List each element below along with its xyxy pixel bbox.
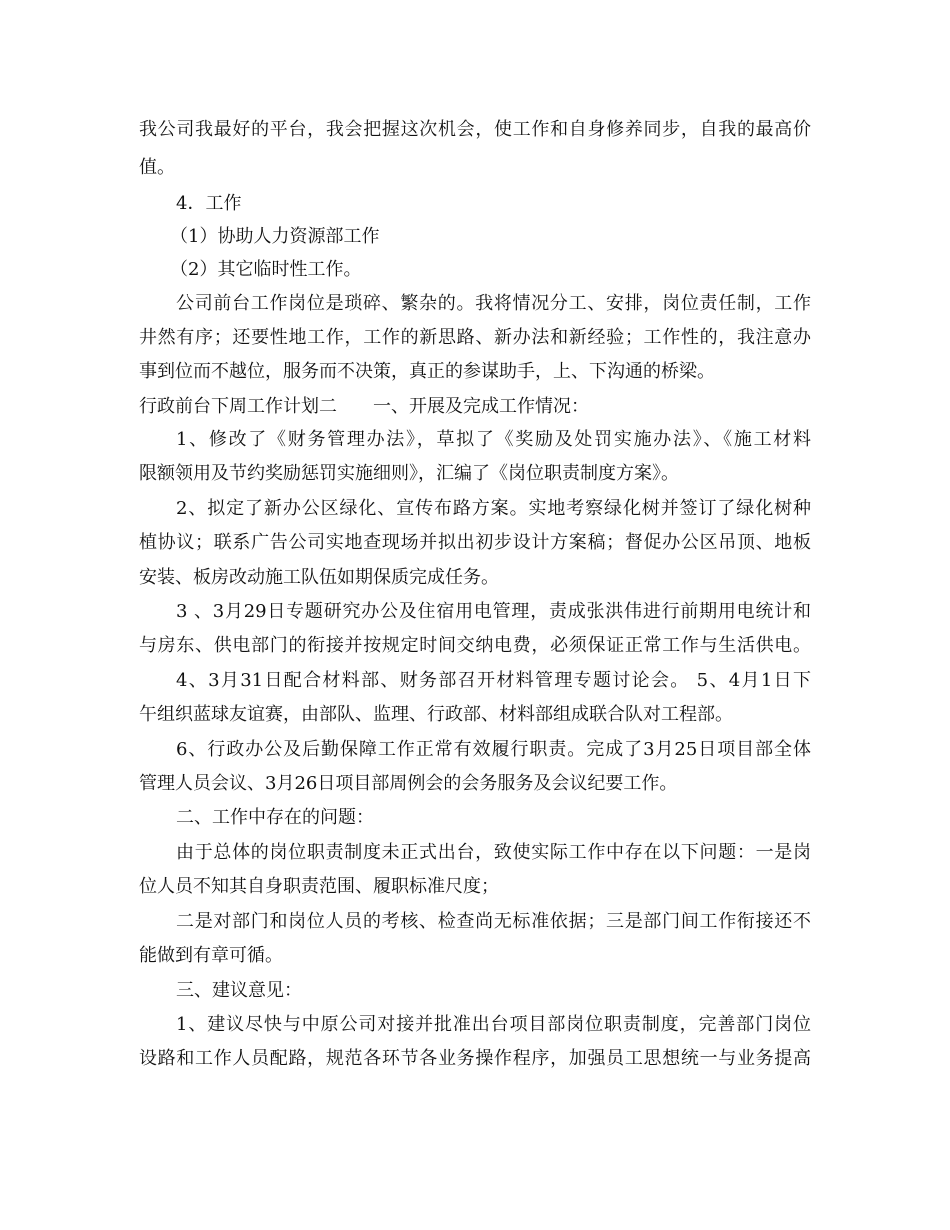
section-heading: 4．工作 [176,193,242,214]
text-line: 2、拟定了新办公区绿化、宣传布路方案。实地考察绿化树并签订了绿化树种 [176,498,811,519]
text-line: 限额领用及节约奖励惩罚实施细则》，汇编了《岗位职责制度方案》。 [139,463,679,484]
text-line: 6、行政办公及后勤保障工作正常有效履行职责。完成了3月25日项目部全体 [176,739,811,760]
text-line: 井然有序；还要性地工作，工作的新思路、新办法和新经验；工作性的，我注意办 [139,327,811,348]
section-heading: 三、建议意见： [176,980,302,1001]
text-line: 植协议；联系广告公司实地查现场并拟出初步设计方案稿；督促办公区吊顶、地板 [139,532,811,553]
section-heading: 二、工作中存在的问题： [176,807,374,828]
text-line: 能做到有章可循。 [139,945,283,966]
text-line: 公司前台工作岗位是琐碎、繁杂的。我将情况分工、安排，岗位责任制，工作 [176,293,811,314]
text-line: 午组织蓝球友谊赛，由部队、监理、行政部、材料部组成联合队对工程部。 [139,704,733,725]
text-line: 二是对部门和岗位人员的考核、检查尚无标准依据；三是部门间工作衔接还不 [176,911,811,932]
text-line: 4、3月31日配合材料部、财务部召开材料管理专题讨论会。 5、4月1日下 [176,670,811,691]
text-line: 设路和工作人员配路，规范各环节各业务操作程序，加强员工思想统一与业务提高 [139,1048,811,1069]
text-line: 1、修改了《财务管理办法》，草拟了《奖励及处罚实施办法》、《施工材料 [176,429,811,450]
text-line: 值。 [139,157,175,178]
list-item: （2）其它临时性工作。 [170,259,362,280]
text-line: 管理人员会议、3月26日项目部周例会的会务服务及会议纪要工作。 [139,773,678,794]
text-line: 事到位而不越位，服务而不决策，真正的参谋助手，上、下沟通的桥梁。 [139,361,715,382]
text-line: 行政前台下周工作计划二 一、开展及完成工作情况： [139,396,589,417]
text-line: 位人员不知其自身职责范围、履职标准尺度； [139,876,499,897]
text-line: 安装、板房改动施工队伍如期保质完成任务。 [139,567,499,588]
list-item: （1）协助人力资源部工作 [170,226,380,247]
text-line: 3 、3月29日专题研究办公及住宿用电管理，责成张洪伟进行前期用电统计和 [176,601,811,622]
text-line: 1、建议尽快与中原公司对接并批准出台项目部岗位职责制度，完善部门岗位 [176,1014,811,1035]
text-line: 我公司我最好的平台，我会把握这次机会，使工作和自身修养同步，自我的最高价 [139,119,811,140]
text-line: 由于总体的岗位职责制度未正式出台，致使实际工作中存在以下问题：一是岗 [176,842,811,863]
text-line: 与房东、供电部门的衔接并按规定时间交纳电费，必须保证正常工作与生活供电。 [139,635,811,656]
